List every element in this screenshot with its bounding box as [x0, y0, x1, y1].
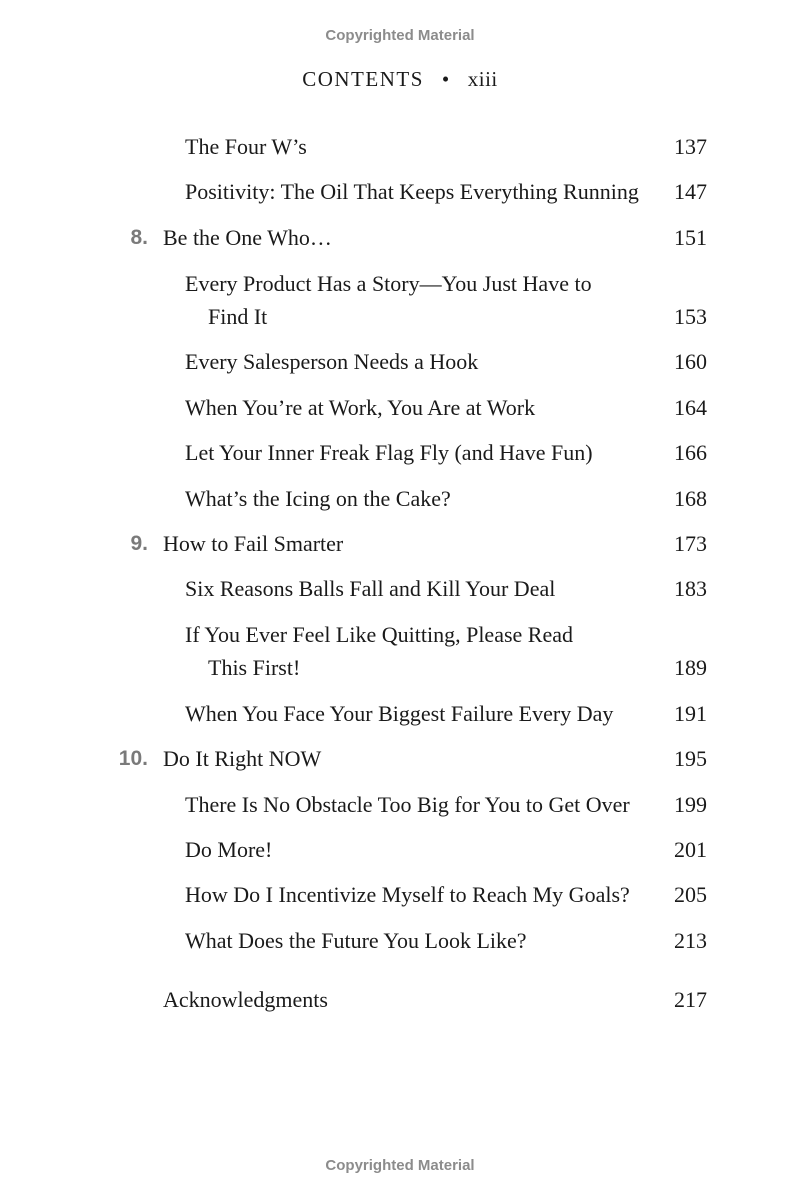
page-number: 173	[674, 531, 707, 556]
page-number: 195	[674, 746, 707, 771]
entry-title-line: Be the One Who…	[163, 225, 332, 250]
running-head-page: xiii	[467, 67, 498, 91]
page-number: 168	[674, 486, 707, 511]
entry-title-line: There Is No Obstacle Too Big for You to Get Over	[185, 792, 630, 817]
entry-title-line: Acknowledgments	[163, 987, 328, 1012]
entry-title-line: Every Product Has a Story—You Just Have to	[185, 271, 592, 296]
entry-title	[185, 788, 630, 821]
entry-title-line: When You’re at Work, You Are at Work	[185, 395, 536, 420]
watermark-top: Copyrighted Material	[325, 27, 475, 44]
entry-title	[185, 878, 630, 911]
entry-title	[163, 221, 332, 254]
entry-title-line: The Four W’s	[185, 134, 307, 159]
entry-title	[163, 527, 343, 560]
chapter-number: 10.	[118, 747, 148, 770]
entry-title-line: What’s the Icing on the Cake?	[185, 486, 451, 511]
entry-title	[185, 572, 555, 605]
page-number: 160	[674, 349, 707, 374]
page-number: 213	[674, 928, 707, 953]
watermark-bottom: Copyrighted Material	[325, 1157, 475, 1174]
entry-title-line: Do More!	[185, 837, 273, 862]
entry-title-line: How Do I Incentivize Myself to Reach My Goals?	[185, 882, 630, 907]
running-head-label: CONTENTS	[302, 67, 424, 91]
chapter-number: 8.	[130, 226, 148, 249]
entry-title-continuation: Find It	[208, 304, 268, 329]
entry-title-line: What Does the Future You Look Like?	[185, 928, 527, 953]
page-number: 191	[674, 701, 707, 726]
entry-title	[185, 924, 527, 957]
page-number: 183	[674, 576, 707, 601]
entry-title-line: How to Fail Smarter	[163, 531, 344, 556]
page-number: 153	[674, 304, 707, 329]
entry-title	[185, 130, 307, 163]
entry-title	[185, 345, 478, 378]
entry-title-line: Six Reasons Balls Fall and Kill Your Deal	[185, 576, 556, 601]
page-number: 166	[674, 440, 707, 465]
entry-title-line: Every Salesperson Needs a Hook	[185, 349, 479, 374]
entry-title	[185, 482, 451, 515]
entry-title-continuation: This First!	[208, 655, 301, 680]
entry-title	[185, 175, 639, 208]
page-number: 151	[674, 225, 707, 250]
entry-title-line: When You Face Your Biggest Failure Every Day	[185, 701, 614, 726]
entry-title	[185, 391, 535, 424]
page-number: 189	[674, 655, 707, 680]
entry-title	[185, 267, 592, 333]
page-number: 217	[674, 987, 707, 1012]
entry-title	[163, 983, 328, 1016]
page-number: 137	[674, 134, 707, 159]
entry-title	[185, 697, 613, 730]
entry-title	[185, 618, 573, 684]
entry-title-line: Do It Right NOW	[163, 746, 322, 771]
chapter-number: 9.	[130, 532, 148, 555]
page-number: 199	[674, 792, 707, 817]
entry-title	[185, 436, 593, 469]
entry-title-line: If You Ever Feel Like Quitting, Please Read	[185, 622, 573, 647]
entry-title-line: Positivity: The Oil That Keeps Everything Running	[185, 179, 639, 204]
page-number: 205	[674, 882, 707, 907]
page-number: 164	[674, 395, 707, 420]
entry-title	[185, 833, 272, 866]
entry-title-line: Let Your Inner Freak Flag Fly (and Have Fun)	[185, 440, 593, 465]
entry-title	[163, 742, 321, 775]
running-head-separator: •	[441, 67, 450, 91]
page-number: 201	[674, 837, 707, 862]
page-number: 147	[674, 179, 707, 204]
